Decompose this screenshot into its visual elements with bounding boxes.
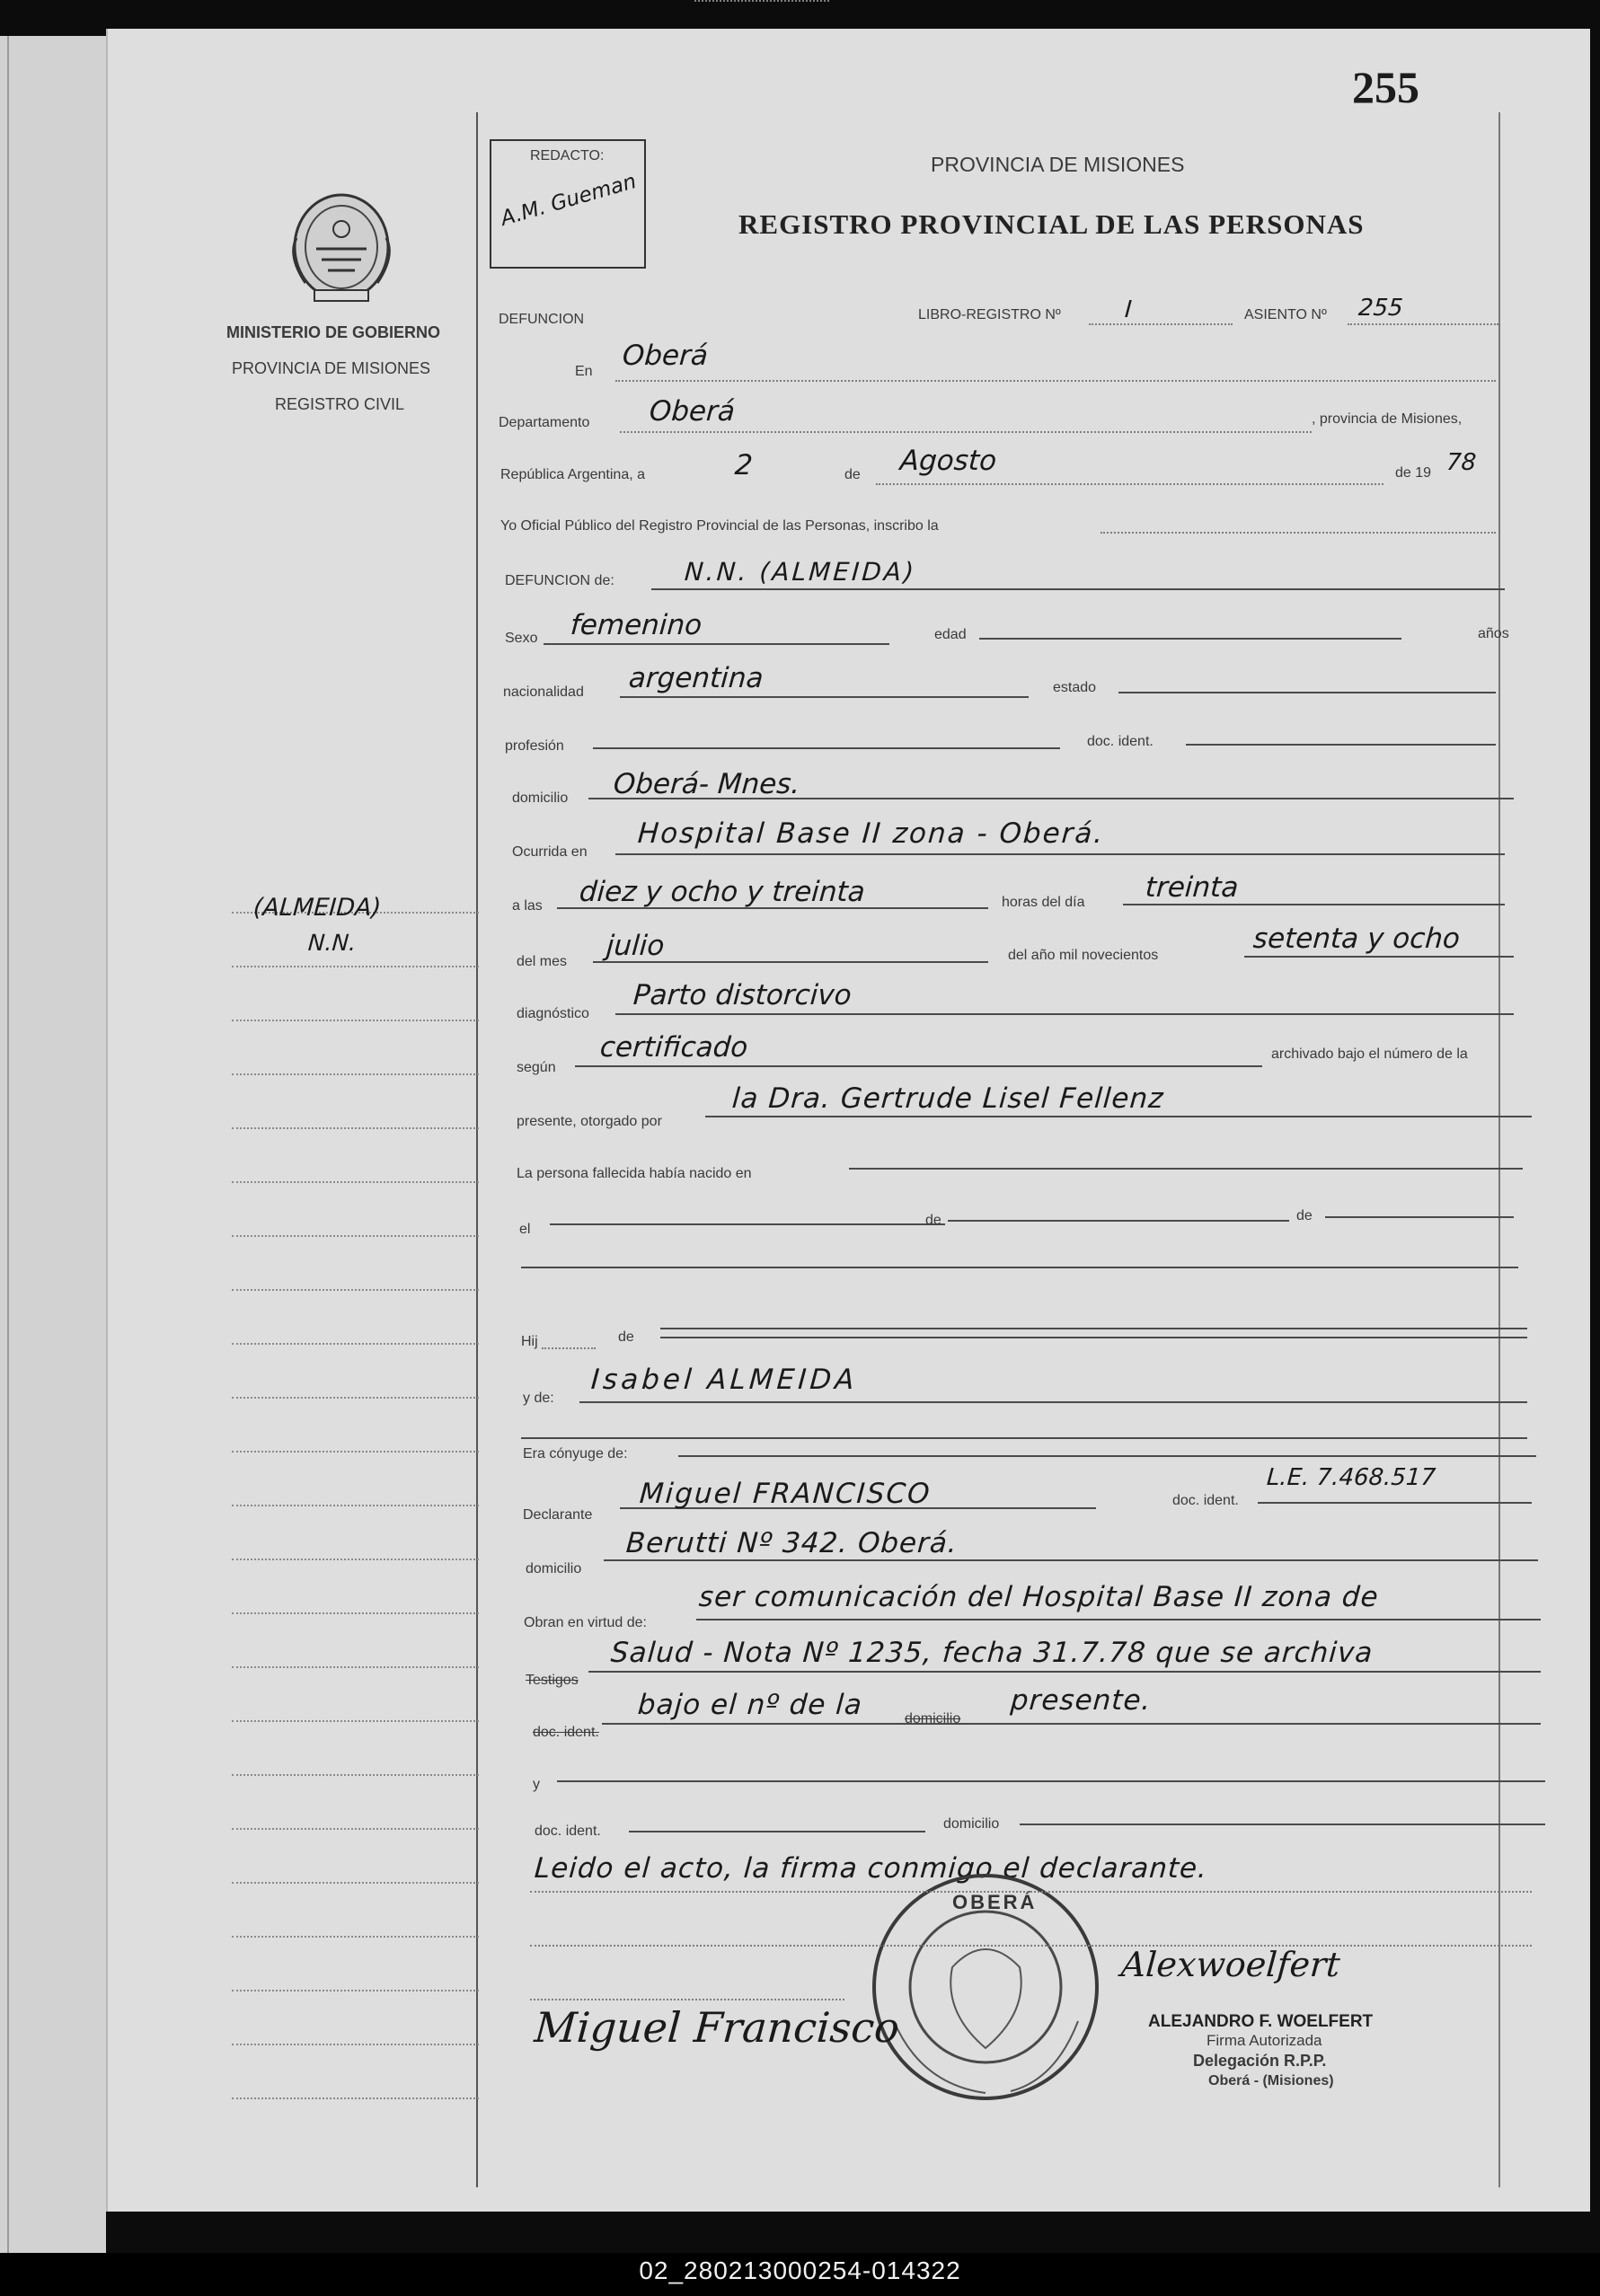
libro-value: I	[1123, 296, 1133, 323]
civil-registry-label: REGISTRO CIVIL	[275, 395, 405, 413]
otorgado-value: la Dra. Gertrude Lisel Fellenz	[730, 1082, 1165, 1115]
edad-line	[979, 638, 1401, 640]
margin-ruled-line	[232, 1397, 479, 1399]
yo-oficial-line	[1101, 532, 1496, 534]
ministry-label: MINISTERIO DE GOBIERNO	[226, 323, 441, 341]
margin-ruled-line	[232, 1451, 479, 1453]
testigo-domicilio-label: domicilio	[905, 1711, 961, 1726]
anos-label: años	[1478, 626, 1509, 641]
margin-ruled-line	[232, 1127, 479, 1129]
y-label: y	[533, 1777, 540, 1792]
de-19-label: de 19	[1395, 465, 1432, 481]
padre-line	[660, 1328, 1527, 1329]
anio-texto-line	[1244, 956, 1514, 958]
diagnostico-label: diagnóstico	[517, 1006, 589, 1021]
horas-dia-label: horas del día	[1002, 895, 1085, 910]
domicilio-value: Oberá- Mnes.	[612, 768, 801, 800]
margin-ruled-line	[232, 1235, 479, 1237]
el-mes-line	[948, 1220, 1289, 1222]
declarante-domicilio-value: Berutti Nº 342. Oberá.	[624, 1527, 959, 1559]
obran-label: Obran en virtud de:	[524, 1615, 647, 1630]
profesion-line	[593, 747, 1060, 749]
declarante-domicilio-line	[604, 1559, 1538, 1561]
estado-line	[1118, 692, 1496, 693]
province-label: PROVINCIA DE MISIONES	[232, 359, 431, 377]
margin-ruled-line	[232, 1882, 479, 1884]
sexo-value: femenino	[569, 609, 703, 641]
en-value: Oberá	[621, 340, 710, 372]
seal-text: OBERÁ	[952, 1891, 1038, 1913]
sexo-label: Sexo	[505, 631, 538, 646]
republica-label: República Argentina, a	[500, 467, 645, 482]
signer-name: ALEJANDRO F. WOELFERT	[1148, 2012, 1374, 2031]
testigo-doc-label: doc. ident.	[533, 1725, 599, 1740]
del-mes-label: del mes	[517, 954, 568, 969]
doc-ident-line	[1186, 744, 1496, 746]
testigo-doc-line	[602, 1723, 1541, 1725]
provincia-label: , provincia de Misiones,	[1312, 411, 1463, 427]
margin-ruled-line	[232, 1828, 479, 1830]
departamento-label: Departamento	[499, 415, 590, 430]
hij-de-label: de	[618, 1329, 634, 1345]
signer-line-2: Delegación R.P.P.	[1193, 2052, 1327, 2070]
libro-label: LIBRO-REGISTRO Nº	[918, 307, 1061, 322]
declarante-signature: Miguel Francisco	[533, 2003, 901, 2052]
left-facing-page	[0, 36, 106, 2255]
header-province: PROVINCIA DE MISIONES	[931, 153, 1185, 176]
conyuge-line	[678, 1455, 1536, 1457]
nombre-value: N.N. (ALMEIDA)	[683, 557, 918, 587]
margin-note-line2: N.N.	[306, 930, 358, 956]
margin-ruled-line	[232, 1720, 479, 1722]
testigos-line	[588, 1671, 1541, 1673]
blank-line-1	[521, 1267, 1518, 1268]
diagnostico-value: Parto distorcivo	[632, 979, 853, 1011]
margin-ruled-line	[232, 2097, 479, 2099]
declarante-doc-value: L.E. 7.468.517	[1265, 1464, 1437, 1491]
margin-ruled-line	[232, 1612, 479, 1614]
margin-ruled-line	[232, 1505, 479, 1506]
doc-ident-label: doc. ident.	[1087, 734, 1154, 749]
dia-line	[694, 0, 829, 2]
obran-value-2: Salud - Nota Nº 1235, fecha 31.7.78 que se archiva	[609, 1637, 1375, 1669]
asiento-line	[1348, 323, 1498, 325]
de-label-2: de	[925, 1213, 941, 1228]
archivado-label: archivado bajo el número de la	[1271, 1046, 1468, 1062]
margin-ruled-line	[232, 966, 479, 967]
declarante-domicilio-label: domicilio	[526, 1561, 582, 1576]
segun-label: según	[517, 1060, 556, 1075]
margin-ruled-line	[232, 1774, 479, 1776]
y-de-label: y de:	[523, 1391, 554, 1406]
right-margin-rule	[1498, 112, 1500, 2187]
ocurrida-label: Ocurrida en	[512, 844, 588, 860]
de-label-1: de	[844, 467, 861, 482]
margin-ruled-line	[232, 1020, 479, 1021]
domicilio-label: domicilio	[512, 790, 569, 806]
redacto-value: A.M. Gueman	[498, 170, 640, 231]
madre-value: Isabel ALMEIDA	[589, 1364, 859, 1396]
en-label: En	[575, 364, 593, 379]
obran-value-3: bajo el nº de la	[636, 1689, 864, 1721]
departamento-line	[620, 431, 1312, 433]
margin-ruled-line	[232, 1289, 479, 1291]
domicilio-2-line	[1020, 1824, 1545, 1825]
libro-line	[1089, 323, 1233, 325]
declarante-doc-line	[1258, 1502, 1532, 1504]
profesion-label: profesión	[505, 738, 564, 754]
lower-line-3	[530, 1999, 844, 2000]
leido-text: Leido el acto, la firma conmigo el declarante.	[533, 1852, 1209, 1885]
el-label: el	[519, 1222, 531, 1237]
signer-line-3: Oberá - (Misiones)	[1208, 2073, 1334, 2088]
diagnostico-line	[615, 1013, 1514, 1015]
margin-note-line1: (ALMEIDA)	[252, 894, 383, 922]
presente-label: presente, otorgado por	[517, 1114, 662, 1129]
departamento-value: Oberá	[648, 395, 737, 428]
declarante-value: Miguel FRANCISCO	[638, 1478, 933, 1510]
y-line	[557, 1780, 1545, 1782]
nacionalidad-line	[620, 696, 1029, 698]
ocurrida-line	[615, 853, 1505, 855]
a-las-label: a las	[512, 898, 543, 914]
margin-ruled-line	[232, 1343, 479, 1345]
conyuge-label: Era cónyuge de:	[523, 1446, 628, 1461]
lower-line-1	[530, 1891, 1532, 1893]
image-id-label: 02_280213000254-014322	[639, 2256, 961, 2284]
nacionalidad-value: argentina	[627, 662, 765, 694]
el-anio-line	[1325, 1216, 1514, 1218]
segun-line	[575, 1065, 1262, 1067]
doc-ident-2-line	[629, 1831, 925, 1832]
obran-value-3b: presente.	[1009, 1684, 1153, 1717]
margin-ruled-line	[232, 1073, 479, 1075]
page-number: 255	[1352, 62, 1419, 112]
dia-texto-line	[1123, 904, 1505, 905]
hij-label: Hij	[521, 1334, 538, 1349]
margin-ruled-line	[232, 1666, 479, 1668]
madre-line	[579, 1401, 1527, 1403]
declarante-doc-label: doc. ident.	[1172, 1493, 1239, 1508]
coat-of-arms-icon	[278, 184, 404, 305]
blank-line-2	[521, 1437, 1527, 1439]
segun-value: certificado	[598, 1031, 749, 1064]
yo-oficial-text: Yo Oficial Público del Registro Provincial de las Personas, inscribo la	[500, 518, 939, 534]
doc-ident-2-label: doc. ident.	[535, 1824, 601, 1839]
nombre-line	[651, 588, 1505, 590]
hij-dots	[542, 1347, 596, 1349]
anio-value: 78	[1445, 449, 1478, 476]
asiento-label: ASIENTO Nº	[1244, 307, 1327, 322]
hora-value: diez y ocho y treinta	[578, 876, 867, 908]
redacto-label: REDACTO:	[530, 148, 605, 163]
obran-value-1: ser comunicación del Hospital Base II zona de	[697, 1581, 1380, 1613]
lower-line-2	[530, 1945, 1532, 1947]
defuncion-label: DEFUNCION	[499, 312, 585, 327]
margin-ruled-line	[232, 2044, 479, 2045]
testigos-label: Testigos	[526, 1673, 579, 1688]
header-registry: REGISTRO PROVINCIAL DE LAS PERSONAS	[738, 208, 1365, 240]
anio-texto-value: setenta y ocho	[1251, 923, 1462, 955]
mes-line	[876, 483, 1383, 485]
ocurrida-value: Hospital Base II zona - Oberá.	[636, 817, 1106, 850]
mes-value: Agosto	[898, 445, 998, 477]
del-ano-label: del año mil novecientos	[1008, 948, 1159, 963]
signer-line-1: Firma Autorizada	[1207, 2032, 1322, 2049]
el-line	[550, 1223, 945, 1225]
domicilio-2-label: domicilio	[943, 1816, 1000, 1832]
declarante-label: Declarante	[523, 1507, 593, 1523]
otorgado-line	[705, 1116, 1532, 1117]
edad-label: edad	[934, 627, 967, 642]
padre-line-2	[660, 1337, 1527, 1338]
estado-label: estado	[1053, 680, 1097, 695]
dia-texto-value: treinta	[1144, 871, 1240, 904]
sexo-line	[544, 643, 889, 645]
en-line	[615, 380, 1496, 382]
nacionalidad-label: nacionalidad	[503, 684, 584, 700]
asiento-value: 255	[1357, 295, 1404, 322]
margin-ruled-line	[232, 1990, 479, 1991]
mes-texto-value: julio	[605, 930, 666, 962]
margin-ruled-line	[232, 1936, 479, 1938]
margin-ruled-line	[232, 1181, 479, 1183]
dia-value: 2	[733, 449, 754, 481]
defuncion-de-label: DEFUNCION de:	[505, 573, 614, 588]
margin-ruled-line	[232, 1559, 479, 1560]
de-label-3: de	[1296, 1208, 1313, 1223]
oficial-signature: Alexwoelfert	[1119, 1945, 1342, 1984]
nacido-line	[849, 1168, 1523, 1170]
column-rule	[476, 112, 478, 2187]
obran-line	[696, 1619, 1541, 1620]
nacido-label: La persona fallecida había nacido en	[517, 1166, 752, 1181]
